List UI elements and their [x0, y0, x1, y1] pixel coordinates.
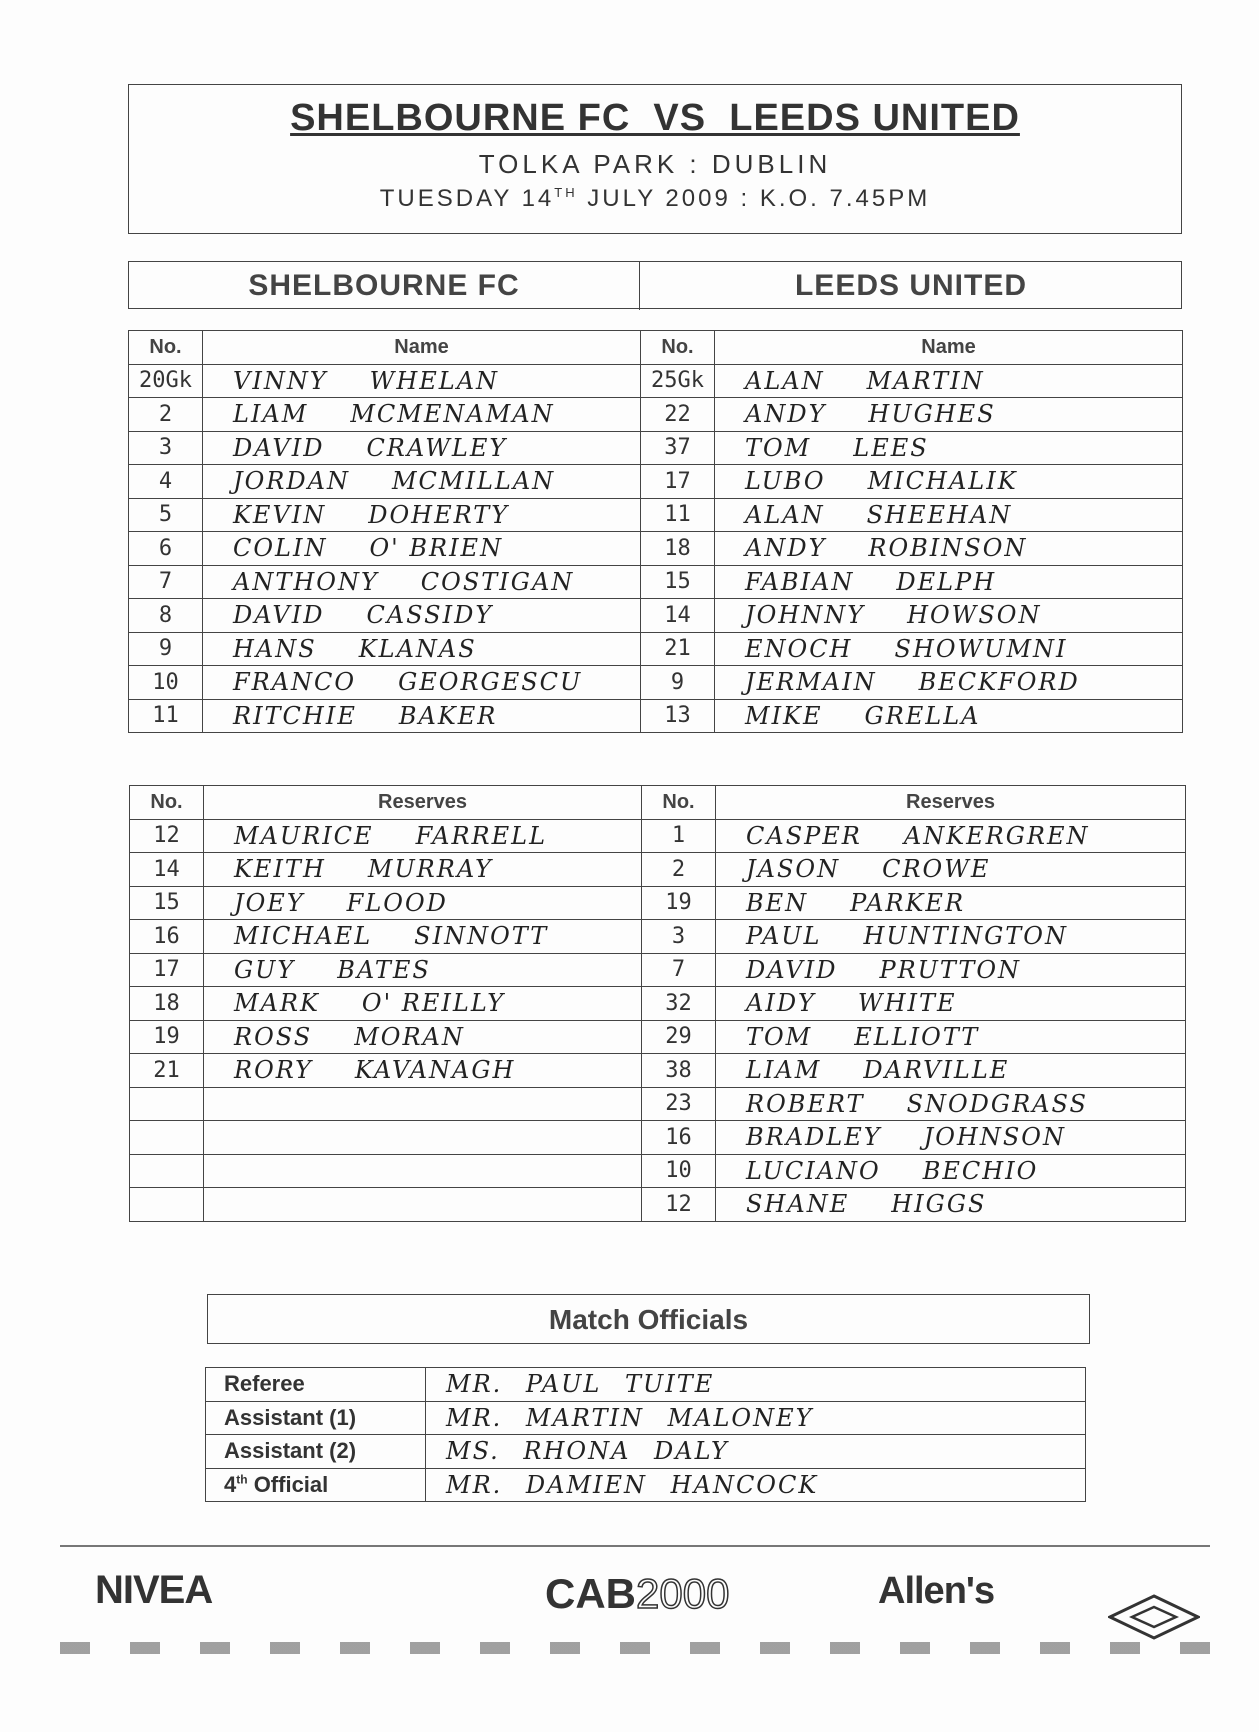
away-player-name: JASON CROWE [716, 853, 1186, 887]
home-player-name: GUY BATES [204, 953, 642, 987]
home-shirt-number: 6 [129, 532, 203, 566]
home-player-name: VINNY WHELAN [203, 364, 641, 398]
table-row [130, 886, 1186, 920]
home-shirt-number: 10 [129, 666, 203, 700]
away-shirt-number: 12 [642, 1188, 716, 1222]
away-shirt-number: 3 [642, 920, 716, 954]
away-shirt-number: 38 [642, 1054, 716, 1088]
table-row [130, 987, 1186, 1021]
home-player-name [204, 1188, 642, 1222]
match-header [128, 84, 1182, 234]
home-shirt-number: 9 [129, 632, 203, 666]
starters-header-row [129, 331, 1183, 365]
table-row [130, 853, 1186, 887]
home-shirt-number: 4 [129, 465, 203, 499]
official-name: MR. DAMIEN HANCOCK [426, 1468, 1086, 1502]
sponsor-cab2000: CAB2000 [545, 1570, 730, 1617]
officials-table [205, 1367, 1086, 1502]
table-row [129, 364, 1183, 398]
home-shirt-number: 2 [129, 398, 203, 432]
home-no-header: No. [129, 331, 203, 365]
away-team-name: LEEDS UNITED [794, 269, 1028, 302]
away-name-header: Name [715, 331, 1183, 365]
away-player-name: BRADLEY JOHNSON [716, 1121, 1186, 1155]
away-shirt-number: 10 [642, 1154, 716, 1188]
away-shirt-number: 2 [642, 853, 716, 887]
home-player-name: ROSS MORAN [204, 1020, 642, 1054]
away-shirt-number: 17 [641, 465, 715, 499]
official-row [206, 1435, 1086, 1469]
home-player-name: DAVID CRAWLEY [203, 431, 641, 465]
away-player-name: CASPER ANKERGREN [716, 819, 1186, 853]
match-title: SHELBOURNE FC VS LEEDS UNITED [290, 97, 1020, 139]
away-shirt-number: 15 [641, 565, 715, 599]
away-shirt-number: 32 [642, 987, 716, 1021]
away-reserves-header: Reserves [716, 786, 1186, 820]
footer-rule [60, 1545, 1210, 1547]
table-row [130, 920, 1186, 954]
home-player-name: RITCHIE BAKER [203, 699, 641, 733]
home-shirt-number [130, 1087, 204, 1121]
home-shirt-number: 14 [130, 853, 204, 887]
away-shirt-number: 22 [641, 398, 715, 432]
home-shirt-number: 3 [129, 431, 203, 465]
away-no-header: No. [641, 331, 715, 365]
home-no-header: No. [130, 786, 204, 820]
home-shirt-number: 19 [130, 1020, 204, 1054]
table-row [130, 1087, 1186, 1121]
team-divider [639, 262, 640, 310]
home-shirt-number [130, 1188, 204, 1222]
home-player-name [204, 1121, 642, 1155]
home-player-name [204, 1154, 642, 1188]
table-row [130, 1188, 1186, 1222]
away-shirt-number: 1 [642, 819, 716, 853]
official-name: MS. RHONA DALY [426, 1435, 1086, 1469]
away-player-name: TOM ELLIOTT [716, 1020, 1186, 1054]
away-player-name: ALAN MARTIN [715, 364, 1183, 398]
away-shirt-number: 9 [641, 666, 715, 700]
reserves-table [129, 785, 1186, 1222]
home-shirt-number: 7 [129, 565, 203, 599]
table-row [130, 819, 1186, 853]
official-role: 4th Official [206, 1468, 426, 1502]
table-row [130, 1121, 1186, 1155]
home-shirt-number: 21 [130, 1054, 204, 1088]
away-shirt-number: 25Gk [641, 364, 715, 398]
home-shirt-number: 15 [130, 886, 204, 920]
home-shirt-number: 17 [130, 953, 204, 987]
official-row [206, 1368, 1086, 1402]
away-player-name: LIAM DARVILLE [716, 1054, 1186, 1088]
home-name-header: Name [203, 331, 641, 365]
table-row [129, 532, 1183, 566]
sponsor-nivea: NIVEA [95, 1568, 213, 1612]
away-player-name: ANDY HUGHES [715, 398, 1183, 432]
official-name: MR. MARTIN MALONEY [426, 1401, 1086, 1435]
home-player-name: LIAM MCMENAMAN [203, 398, 641, 432]
home-shirt-number: 8 [129, 599, 203, 633]
away-player-name: PAUL HUNTINGTON [716, 920, 1186, 954]
away-player-name: ANDY ROBINSON [715, 532, 1183, 566]
away-player-name: LUBO MICHALIK [715, 465, 1183, 499]
home-player-name: FRANCO GEORGESCU [203, 666, 641, 700]
away-player-name: JOHNNY HOWSON [715, 599, 1183, 633]
match-date: TUESDAY 14TH JULY 2009 : K.O. 7.45PM [379, 185, 931, 212]
team-names-bar [128, 261, 1182, 309]
footer-cut-line [60, 1642, 1210, 1654]
home-player-name: MARK O' REILLY [204, 987, 642, 1021]
away-shirt-number: 21 [641, 632, 715, 666]
away-player-name: AIDY WHITE [716, 987, 1186, 1021]
table-row [129, 498, 1183, 532]
starters-table [128, 330, 1183, 733]
home-player-name: KEVIN DOHERTY [203, 498, 641, 532]
home-player-name: JOEY FLOOD [204, 886, 642, 920]
table-row [129, 431, 1183, 465]
away-player-name: MIKE GRELLA [715, 699, 1183, 733]
away-shirt-number: 37 [641, 431, 715, 465]
home-player-name: HANS KLANAS [203, 632, 641, 666]
official-row [206, 1468, 1086, 1502]
table-row [130, 1054, 1186, 1088]
away-player-name: BEN PARKER [716, 886, 1186, 920]
away-shirt-number: 18 [641, 532, 715, 566]
away-player-name: JERMAIN BECKFORD [715, 666, 1183, 700]
away-shirt-number: 23 [642, 1087, 716, 1121]
away-player-name: ENOCH SHOWUMNI [715, 632, 1183, 666]
away-shirt-number: 19 [642, 886, 716, 920]
home-player-name: KEITH MURRAY [204, 853, 642, 887]
away-player-name: ALAN SHEEHAN [715, 498, 1183, 532]
home-player-name: DAVID CASSIDY [203, 599, 641, 633]
table-row [129, 666, 1183, 700]
away-shirt-number: 14 [641, 599, 715, 633]
reserves-header-row [130, 786, 1186, 820]
officials-title: Match Officials [207, 1294, 1090, 1344]
table-row [129, 599, 1183, 633]
away-shirt-number: 11 [641, 498, 715, 532]
home-player-name: RORY KAVANAGH [204, 1054, 642, 1088]
away-player-name: SHANE HIGGS [716, 1188, 1186, 1222]
home-shirt-number [130, 1154, 204, 1188]
official-role: Assistant (1) [206, 1401, 426, 1435]
umbro-diamond-icon [1108, 1594, 1200, 1640]
away-shirt-number: 29 [642, 1020, 716, 1054]
table-row [129, 398, 1183, 432]
home-shirt-number: 5 [129, 498, 203, 532]
table-row [130, 953, 1186, 987]
table-row [129, 565, 1183, 599]
table-row [130, 1020, 1186, 1054]
home-shirt-number: 11 [129, 699, 203, 733]
away-player-name: ROBERT SNODGRASS [716, 1087, 1186, 1121]
official-row [206, 1401, 1086, 1435]
match-venue: TOLKA PARK : DUBLIN [478, 149, 832, 179]
table-row [129, 465, 1183, 499]
sponsor-allens: Allen's [878, 1570, 995, 1612]
away-player-name: TOM LEES [715, 431, 1183, 465]
home-shirt-number [130, 1121, 204, 1155]
official-role: Referee [206, 1368, 426, 1402]
away-player-name: FABIAN DELPH [715, 565, 1183, 599]
home-player-name: ANTHONY COSTIGAN [203, 565, 641, 599]
home-player-name [204, 1087, 642, 1121]
home-player-name: COLIN O' BRIEN [203, 532, 641, 566]
home-shirt-number: 12 [130, 819, 204, 853]
table-row [130, 1154, 1186, 1188]
away-player-name: LUCIANO BECHIO [716, 1154, 1186, 1188]
home-player-name: JORDAN MCMILLAN [203, 465, 641, 499]
home-shirt-number: 20Gk [129, 364, 203, 398]
home-team-name: SHELBOURNE FC [248, 269, 520, 302]
official-name: MR. PAUL TUITE [426, 1368, 1086, 1402]
home-shirt-number: 18 [130, 987, 204, 1021]
table-row [129, 699, 1183, 733]
away-no-header: No. [642, 786, 716, 820]
official-role: Assistant (2) [206, 1435, 426, 1469]
home-reserves-header: Reserves [204, 786, 642, 820]
home-shirt-number: 16 [130, 920, 204, 954]
home-player-name: MAURICE FARRELL [204, 819, 642, 853]
away-shirt-number: 16 [642, 1121, 716, 1155]
away-shirt-number: 7 [642, 953, 716, 987]
table-row [129, 632, 1183, 666]
home-player-name: MICHAEL SINNOTT [204, 920, 642, 954]
away-shirt-number: 13 [641, 699, 715, 733]
away-player-name: DAVID PRUTTON [716, 953, 1186, 987]
